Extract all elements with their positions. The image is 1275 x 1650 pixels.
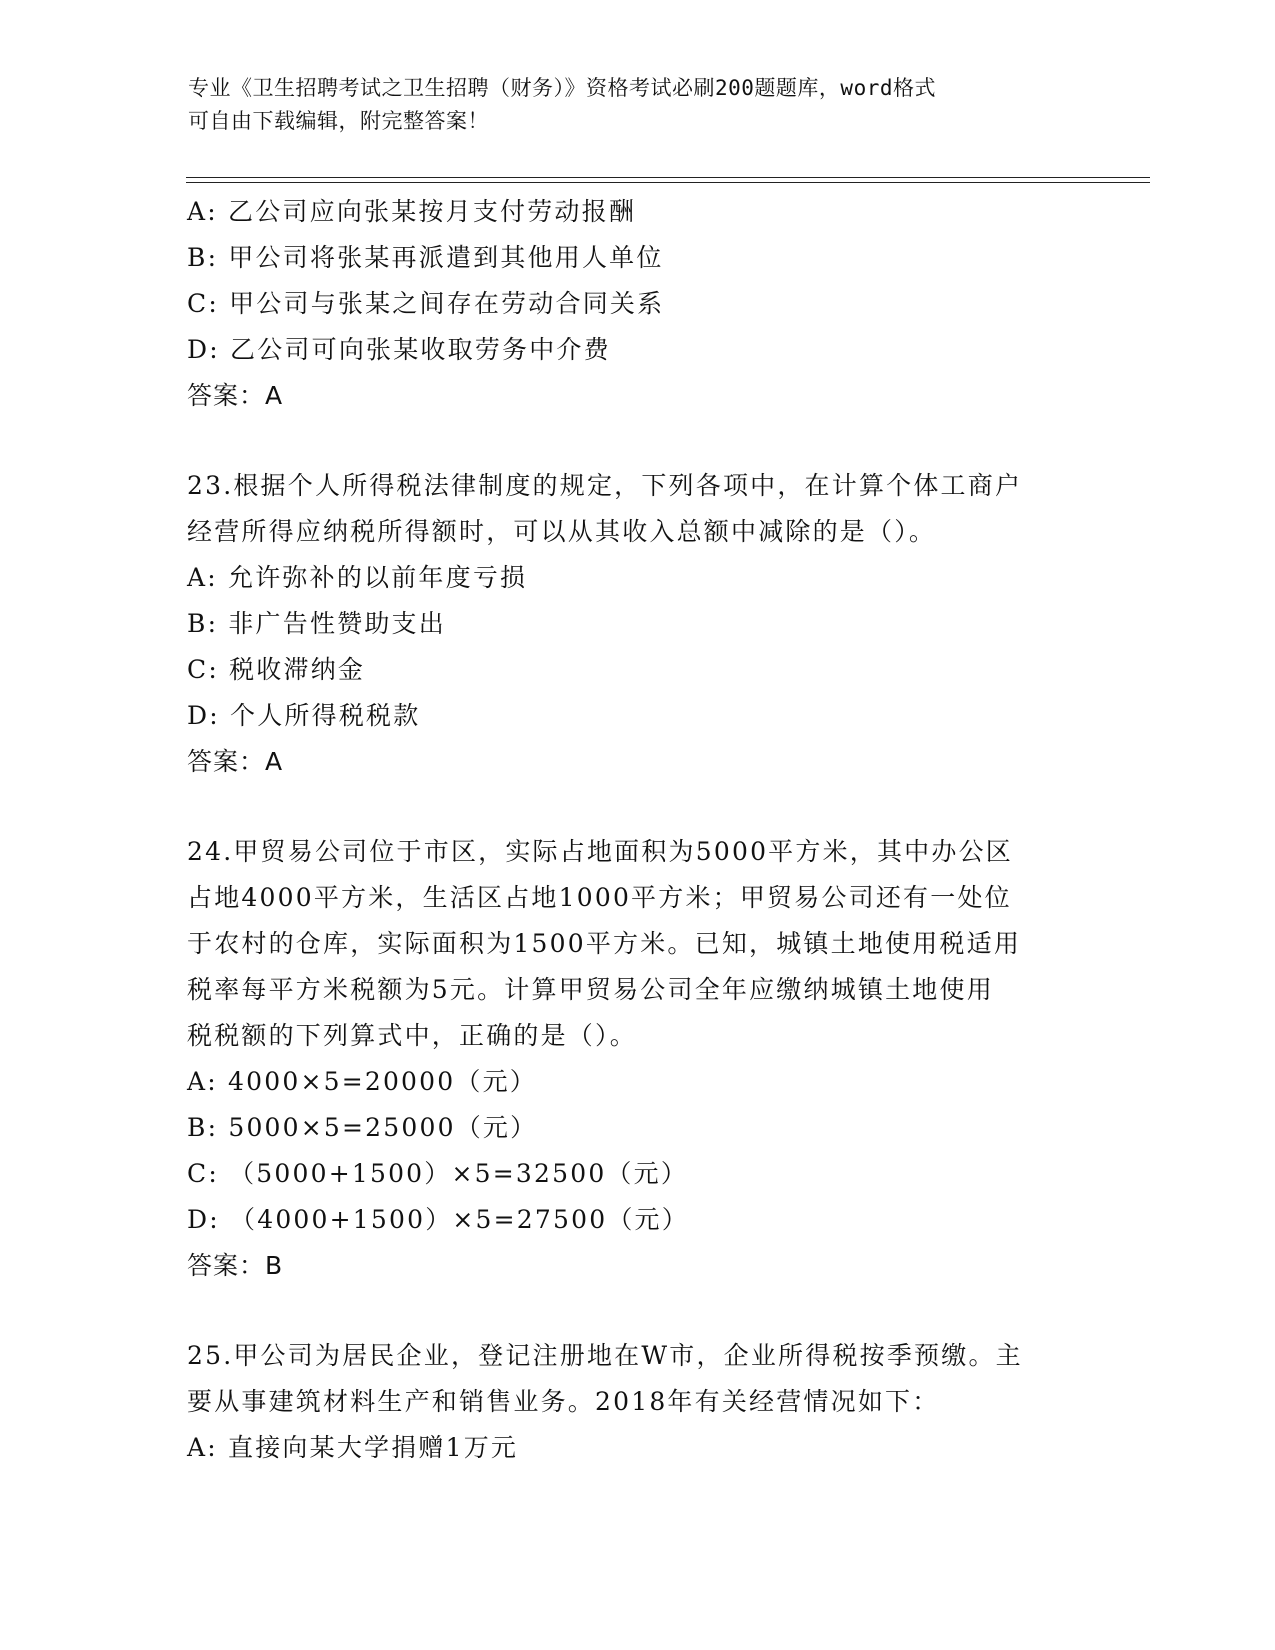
question-stem-line: 于农村的仓库，实际面积为1500平方米。已知，城镇土地使用税适用	[187, 929, 1022, 958]
option-d: D: 乙公司可向张某收取劳务中介费	[187, 335, 611, 364]
answer: 答案：A	[187, 747, 284, 776]
option-b: B: 5000×5=25000（元）	[187, 1113, 538, 1142]
answer: 答案：B	[187, 1251, 284, 1280]
option-a: A: 允许弥补的以前年度亏损	[187, 563, 528, 592]
header-line-2: 可自由下载编辑，附完整答案！	[188, 109, 489, 133]
option-c: C: 甲公司与张某之间存在劳动合同关系	[187, 289, 665, 318]
option-d: D: 个人所得税税款	[187, 701, 421, 730]
question-stem-line: 24.甲贸易公司位于市区，实际占地面积为5000平方米，其中办公区	[187, 837, 1013, 866]
question-22	[187, 189, 1087, 419]
question-stem-line: 要从事建筑材料生产和销售业务。2018年有关经营情况如下：	[187, 1387, 940, 1416]
option-c: C: 税收滞纳金	[187, 655, 366, 684]
option-c: C: （5000+1500）×5=32500（元）	[187, 1159, 689, 1188]
question-stem-line: 经营所得应纳税所得额时，可以从其收入总额中减除的是（）。	[187, 517, 937, 546]
question-stem-line: 25.甲公司为居民企业，登记注册地在W市，企业所得税按季预缴。主	[187, 1341, 1023, 1370]
question-stem-line: 23.根据个人所得税法律制度的规定，下列各项中，在计算个体工商户	[187, 471, 1023, 500]
option-b: B: 甲公司将张某再派遣到其他用人单位	[187, 243, 664, 272]
header-line-1: 专业《卫生招聘考试之卫生招聘（财务）》资格考试必刷200题题库，word格式	[188, 76, 936, 100]
option-a: A: 4000×5=20000（元）	[187, 1067, 537, 1096]
answer: 答案：A	[187, 381, 284, 410]
document-header	[188, 72, 1088, 138]
option-b: B: 非广告性赞助支出	[187, 609, 446, 638]
header-divider	[186, 177, 1150, 183]
option-a: A: 直接向某大学捐赠1万元	[187, 1433, 519, 1462]
question-stem-line: 税税额的下列算式中，正确的是（）。	[187, 1021, 637, 1050]
question-stem-line: 税率每平方米税额为5元。计算甲贸易公司全年应缴纳城镇土地使用	[187, 975, 994, 1004]
question-23	[187, 463, 1087, 785]
question-stem-line: 占地4000平方米，生活区占地1000平方米；甲贸易公司还有一处位	[187, 883, 1012, 912]
option-a: A: 乙公司应向张某按月支付劳动报酬	[187, 197, 637, 226]
option-d: D: （4000+1500）×5=27500（元）	[187, 1205, 689, 1234]
question-25	[187, 1333, 1087, 1471]
question-24	[187, 829, 1087, 1289]
question-content	[187, 189, 1087, 1471]
